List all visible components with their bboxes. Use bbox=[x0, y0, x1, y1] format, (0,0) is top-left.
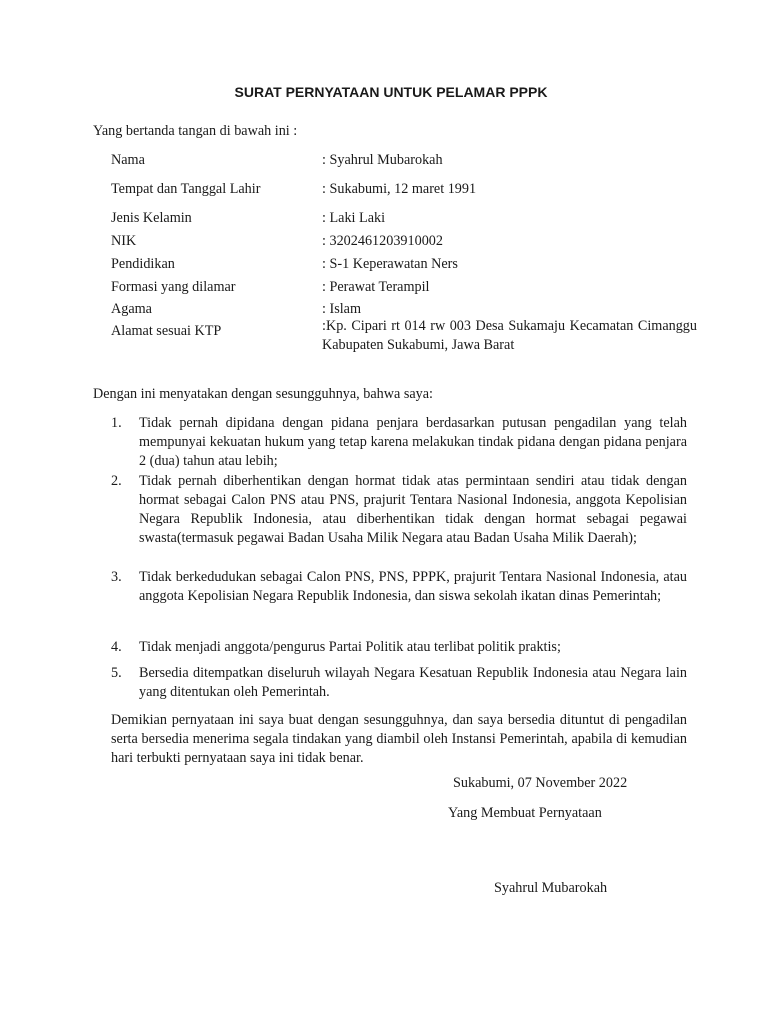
field-value-formasi: : Perawat Terampil bbox=[322, 279, 430, 295]
field-label-jenis-kelamin: Jenis Kelamin bbox=[111, 210, 192, 226]
field-label-nik: NIK bbox=[111, 233, 137, 249]
field-value-jenis-kelamin: : Laki Laki bbox=[322, 210, 386, 226]
field-value-ttl: : Sukabumi, 12 maret 1991 bbox=[322, 181, 477, 197]
place-date: Sukabumi, 07 November 2022 bbox=[453, 775, 628, 791]
closing-paragraph: Demikian pernyataan ini saya buat dengan sesungguhnya, dan saya bersedia dituntut di pengadilan serta bersedia menerima segala tindakan yang diambil oleh Instansi Pemerintah, apabila di kemudian hari terbukti pernyataan saya ini tidak benar. bbox=[111, 712, 687, 766]
field-label-nama: Nama bbox=[111, 152, 145, 168]
list-item-number: 3. bbox=[111, 569, 122, 585]
list-item-number: 2. bbox=[111, 473, 122, 489]
signer-name: Syahrul Mubarokah bbox=[494, 880, 608, 896]
list-item-text: Tidak pernah dipidana dengan pidana penjara berdasarkan putusan pengadilan yang telah mempunyai kekuatan hukum yang tetap karena melakukan tindak pidana dengan pidana penjara 2 (dua) tahun atau lebih; bbox=[139, 415, 687, 469]
field-label-alamat: Alamat sesuai KTP bbox=[111, 323, 222, 339]
list-item-text: Bersedia ditempatkan diseluruh wilayah Negara Kesatuan Republik Indonesia atau Negara lain yang ditentukan oleh Pemerintah. bbox=[139, 665, 687, 700]
field-value-nik: : 3202461203910002 bbox=[322, 233, 443, 249]
list-item-number: 5. bbox=[111, 665, 122, 681]
field-value-nama: : Syahrul Mubarokah bbox=[322, 152, 443, 168]
intro-text: Yang bertanda tangan di bawah ini : bbox=[93, 123, 298, 139]
field-value-agama: : Islam bbox=[322, 301, 362, 317]
field-label-agama: Agama bbox=[111, 301, 152, 317]
field-label-formasi: Formasi yang dilamar bbox=[111, 279, 236, 295]
list-item-number: 4. bbox=[111, 639, 122, 655]
list-item-text: Tidak menjadi anggota/pengurus Partai Politik atau terlibat politik praktis; bbox=[139, 639, 561, 655]
list-item-text: Tidak pernah diberhentikan dengan hormat tidak atas permintaan sendiri atau tidak dengan hormat sebagai Calon PNS atau PNS, prajurit Tentara Nasional Indonesia, anggota Kepolisian Negara Republik Indonesia, atau diberhentikan tidak dengan hormat sebagai pegawai swasta(termasuk pegawai Badan Usaha Milik Negara atau Badan Usaha Milik Daerah); bbox=[139, 473, 687, 546]
document-title: SURAT PERNYATAAN UNTUK PELAMAR PPPK bbox=[234, 84, 548, 100]
statement-intro: Dengan ini menyatakan dengan sesungguhnya, bahwa saya: bbox=[93, 386, 434, 402]
field-label-pendidikan: Pendidikan bbox=[111, 256, 175, 272]
field-label-ttl: Tempat dan Tanggal Lahir bbox=[111, 181, 261, 197]
field-value-alamat: :Kp. Cipari rt 014 rw 003 Desa Sukamaju Kecamatan Cimanggu Kabupaten Sukabumi, Jawa Barat bbox=[322, 318, 697, 353]
field-value-pendidikan: : S-1 Keperawatan Ners bbox=[322, 256, 458, 272]
signer-title: Yang Membuat Pernyataan bbox=[448, 805, 602, 821]
list-item-text: Tidak berkedudukan sebagai Calon PNS, PNS, PPPK, prajurit Tentara Nasional Indonesia, atau anggota Kepolisian Negara Republik Indonesia, dan siswa sekolah ikatan dinas Pemerintah; bbox=[139, 569, 687, 604]
list-item-number: 1. bbox=[111, 415, 122, 431]
